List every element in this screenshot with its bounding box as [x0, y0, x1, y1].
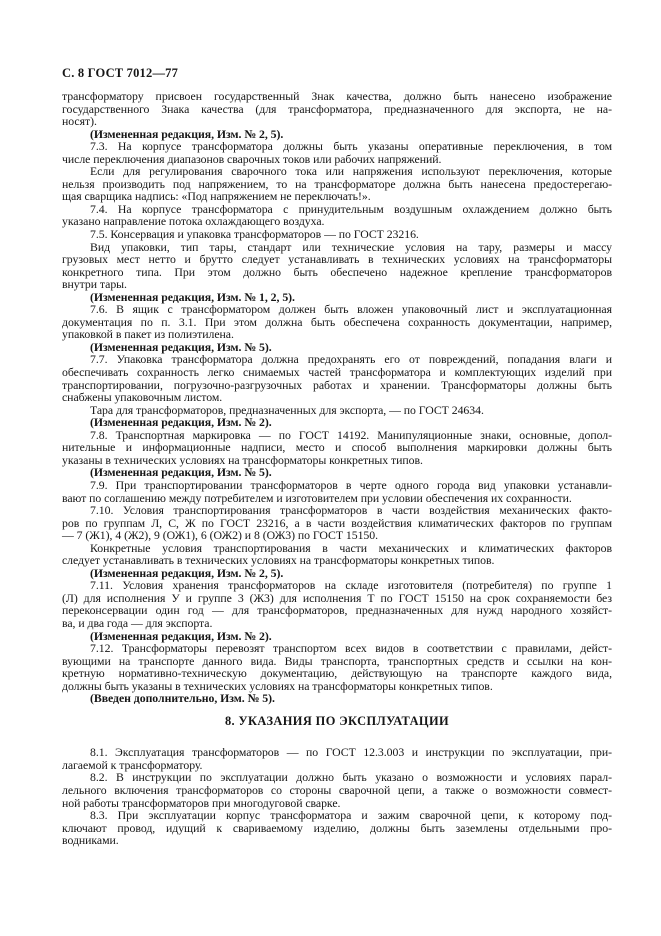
text-line: обеспечивать сохранность легко снимаемых частей трансформатора и комплектующих изделий при	[62, 365, 612, 380]
paragraph	[62, 542, 612, 567]
paragraph	[62, 479, 612, 504]
paragraph	[62, 353, 612, 403]
text-line: щая сварщика надпись: «Под напряжением не переключать!».	[62, 189, 371, 204]
text-line: (Измененная редакция, Изм. № 1, 2, 5).	[90, 289, 295, 304]
text-line: указаны в технических условиях на трансформаторы конкретных типов.	[62, 452, 423, 467]
paragraph	[62, 90, 612, 128]
text-line: указано направление потока охлаждающего воздуха.	[62, 214, 325, 229]
text-line: водниками.	[62, 833, 119, 848]
text-line: ва, и два года — для экспорта.	[62, 615, 213, 630]
amendment-note	[62, 692, 612, 705]
text-line: 7.10. Условия транспортирования трансформаторов в части воздействия механических факто-	[90, 503, 612, 518]
text-line: носят).	[62, 114, 97, 129]
text-line: следует устанавливать в технических условиях на трансформаторы конкретных типов.	[62, 553, 495, 568]
text-line: 7.3. На корпусе трансформатора должны быть указаны оперативные переключения, в том	[90, 139, 612, 154]
text-line: 8.3. При эксплуатации корпус трансформатора и зажим сварочной цепи, к которому под-	[90, 808, 612, 823]
text-line: — 7 (Ж1), 4 (Ж2), 9 (ОЖ1), 6 (ОЖ2) и 8 (ОЖ3) по ГОСТ 15150.	[62, 528, 379, 543]
paragraph	[62, 771, 612, 809]
paragraph	[62, 579, 612, 629]
text-line: внутри тары.	[62, 277, 127, 292]
text-line: лагаемой к трансформатору.	[62, 757, 203, 772]
text-line: документация по п. 3.1. При этом должна быть обеспечена сохранность документации, например,	[62, 314, 612, 329]
section-heading: 8. УКАЗАНИЯ ПО ЭКСПЛУАТАЦИИ	[224, 713, 450, 728]
text-line: 8.2. В инструкции по эксплуатации должно быть указано о возможности и условиях парал-	[90, 770, 612, 785]
text-line: переконсервации один год — для трансформаторов, предназначенных для нужд народного хозяйст-	[62, 603, 612, 618]
text-line: вают по соглашению между потребителем и изготовителем при условии обеспечения их сохранности.	[62, 490, 572, 505]
paragraph	[62, 165, 612, 203]
text-line: 8.1. Эксплуатация трансформаторов — по ГОСТ 12.3.003 и инструкции по эксплуатации, при-	[90, 745, 612, 760]
text-line: (Измененная редакция, Изм. № 2).	[90, 628, 272, 643]
text-line: упаковкой в пакет из полиэтилена.	[62, 327, 234, 342]
text-line: вующими на транспорте данного вида. Виды транспорта, транспортных средств и ссылки на кон-	[62, 653, 612, 668]
text-line: грузовых мест нетто и брутто следует устанавливать в технических условиях на трансформаторы	[62, 252, 612, 267]
text-line: 7.9. При транспортировании трансформаторов в черте одного города вид упаковки устанавли-	[90, 477, 612, 492]
paragraph	[62, 303, 612, 341]
text-line: (Измененная редакция, Изм. № 2, 5).	[90, 565, 284, 580]
text-line: Вид упаковки, тип тары, стандарт или технические условия на тару, размеры и массу	[90, 239, 612, 254]
text-line: нительные и информационные надписи, место и способ выполнения маркировки должны быть	[62, 440, 612, 455]
text-line: снабжены упаковочным листом.	[62, 390, 223, 405]
text-line: ной работы трансформаторов при многодуговой сварке.	[62, 795, 341, 810]
paragraph	[62, 228, 612, 241]
text-line: (Л) для исполнения У и группе 3 (Ж3) для исполнения Т по ГОСТ 15150 на срок сохраняемости без	[62, 590, 612, 605]
text-line: ключают провод, идущий к свариваемому изделию, должны быть заземлены отдельными про-	[62, 820, 612, 835]
paragraph	[62, 504, 612, 542]
text-line: 7.12. Трансформаторы перевозят транспортом всех видов в соответствии с правилами, дейст-	[90, 641, 612, 656]
paragraph	[62, 809, 612, 847]
text-line: 7.5. Консервация и упаковка трансформаторов — по ГОСТ 23216.	[90, 227, 419, 242]
text-line: (Измененная редакция, Изм. № 2).	[90, 415, 272, 430]
text-line: трансформатору присвоен государственный Знак качества, должно быть нанесено изображение	[62, 89, 612, 103]
text-line: конкретного типа. При этом должно быть обеспечено надежное крепление трансформаторов	[62, 264, 612, 279]
text-line: (Измененная редакция, Изм. № 5).	[90, 465, 272, 480]
paragraph	[62, 746, 612, 771]
paragraph	[62, 140, 612, 165]
text-line: должны быть указаны в технических условиях на трансформаторы конкретных типов.	[62, 678, 493, 693]
text-line: лельного включения трансформаторов со стороны сварочной цепи, а также о возможности совмест-	[62, 782, 612, 797]
paragraph	[62, 203, 612, 228]
text-line: 7.7. Упаковка трансформатора должна предохранять его от повреждений, попадания влаги и	[90, 352, 612, 367]
text-line: 7.4. На корпусе трансформатора с принудительным воздушным охлаждением должно быть	[90, 201, 612, 216]
text-line: Если для регулирования сварочного тока или напряжения используют переключения, которые	[90, 164, 612, 179]
text-line: государственного Знака качества (для трансформатора, предназначенного для экспорта, не на-	[62, 101, 612, 116]
text-line: 7.8. Транспортная маркировка — по ГОСТ 14192. Манипуляционные знаки, основные, допол-	[90, 427, 612, 442]
text-line: ров по группам Л, С, Ж по ГОСТ 23216, а в части воздействия климатических факторов по группам	[62, 515, 612, 530]
text-line: (Введен дополнительно, Изм. № 5).	[90, 691, 275, 706]
text-line: нельзя производить под напряжением, то на трансформаторе должна быть нанесена предостерегаю-	[62, 176, 612, 191]
paragraph	[62, 642, 612, 692]
text-line: 7.6. В ящик с трансформатором должен быть вложен упаковочный лист и эксплуатационная	[90, 302, 612, 317]
running-head: С. 8 ГОСТ 7012—77	[62, 66, 179, 80]
text-line: кретную нормативно-техническую документацию, действующую на транспорте каждого вида,	[62, 666, 612, 681]
text-line: числе переключения диапазонов сварочных токов или рабочих напряжений.	[62, 151, 442, 166]
text-line: (Измененная редакция, Изм. № 5).	[90, 339, 272, 354]
document-body	[62, 90, 612, 847]
text-line: 7.11. Условия хранения трансформаторов на складе изготовителя (потребителя) по группе 1	[90, 578, 612, 593]
text-line: Тара для трансформаторов, предназначенных для экспорта, — по ГОСТ 24634.	[90, 402, 484, 417]
text-line: Конкретные условия транспортирования в части механических и климатических факторов	[90, 540, 612, 555]
paragraph	[62, 241, 612, 291]
text-line: транспортировании, погрузочно-разгрузочных работах и хранении. Трансформаторы должны быть	[62, 377, 612, 392]
text-line: (Измененная редакция, Изм. № 2, 5).	[90, 126, 284, 141]
paragraph	[62, 429, 612, 467]
amendment-note	[62, 416, 612, 429]
